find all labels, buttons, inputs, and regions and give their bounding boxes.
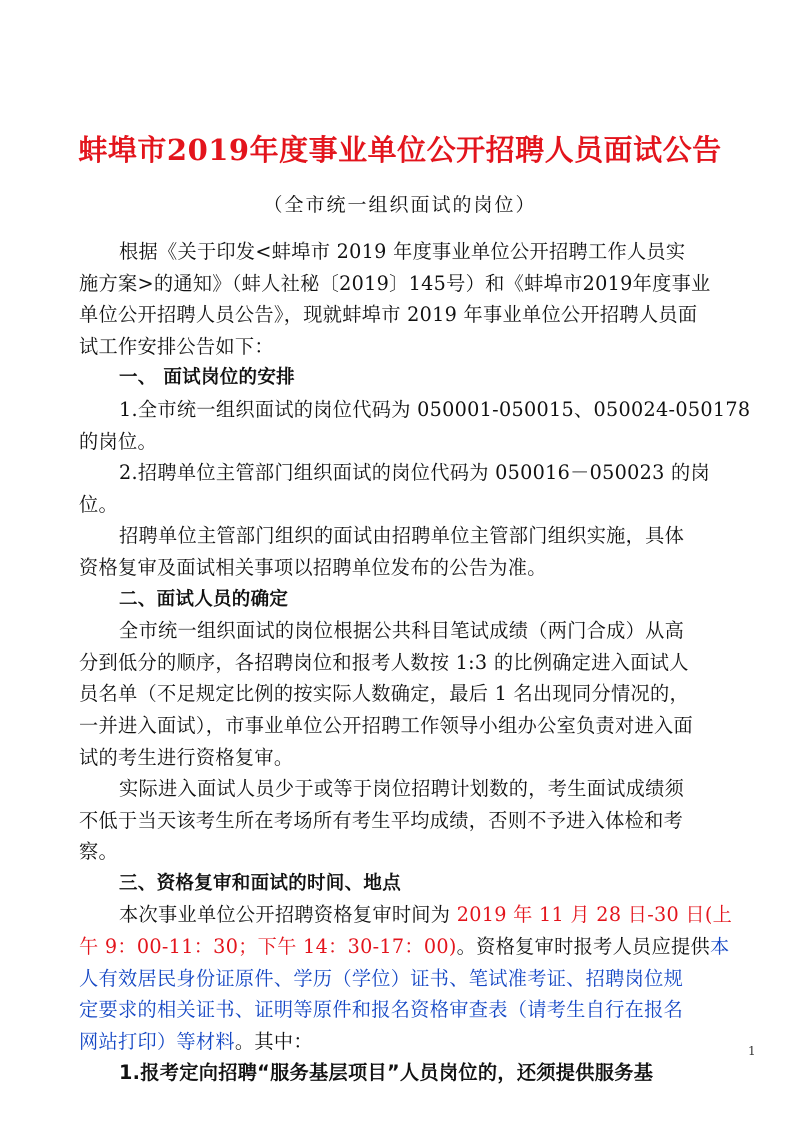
text-span: 本次事业单位公开招聘资格复审时间为 [119, 903, 457, 927]
paragraph-line: 1.报考定向招聘“服务基层项目”人员岗位的，还须提供服务基 [119, 1061, 654, 1085]
paragraph-line: 根据《关于印发<蚌埠市 2019 年度事业单位公开招聘工作人员实 [119, 240, 686, 263]
paragraph-line: 定要求的相关证书、证明等原件和报名资格审查表（请考生自行在报名 [79, 998, 684, 1022]
paragraph-line [79, 1026, 749, 1058]
paragraph-line: 分到低分的顺序，各招聘岗位和报考人数按 1:3 的比例确定进入面试人 [79, 650, 689, 674]
paragraph-line: 资格复审及面试相关事项以招聘单位发布的公告为准。 [79, 555, 547, 579]
section-heading-1: 一、 面试岗位的安排 [119, 367, 295, 389]
paragraph-line: 试工作安排公告如下： [79, 334, 274, 358]
page-number: 1 [748, 1044, 756, 1058]
document-title: 蚌埠市2019年度事业单位公开招聘人员面试公告 [78, 133, 722, 167]
paragraph-line: 实际进入面试人员少于或等于岗位招聘计划数的，考生面试成绩须 [119, 777, 685, 801]
paragraph-line: 全市统一组织面试的岗位根据公共科目笔试成绩（两门合成）从高 [119, 619, 685, 643]
paragraph-line [79, 931, 749, 963]
section-heading-3: 三、资格复审和面试的时间、地点 [119, 872, 402, 894]
highlight-materials: 本 [710, 935, 730, 959]
document-body [79, 236, 749, 1089]
paragraph-line: 招聘单位主管部门组织的面试由招聘单位主管部门组织实施，具体 [119, 524, 685, 548]
paragraph-line: 单位公开招聘人员公告》，现就蚌埠市 2019 年事业单位公开招聘人员面 [79, 303, 698, 327]
paragraph-line: 1.全市统一组织面试的岗位代码为 050001-050015、050024-050178 [119, 397, 751, 421]
section-heading-2: 二、面试人员的确定 [119, 588, 289, 610]
paragraph-line: 员名单（不足规定比例的按实际人数确定，最后 1 名出现同分情况的， [79, 682, 689, 706]
paragraph-line: 察。 [79, 840, 118, 864]
highlight-date: 2019 年 11 月 28 日-30 日(上 [456, 903, 733, 927]
paragraph-line: 一并进入面试），市事业单位公开招聘工作领导小组办公室负责对进入面 [79, 713, 693, 737]
paragraph-line: 2.招聘单位主管部门组织面试的岗位代码为 050016－050023 的岗 [119, 461, 711, 485]
paragraph-line: 的岗位。 [79, 429, 157, 453]
paragraph-line: 人有效居民身份证原件、学历（学位）证书、笔试准考证、招聘岗位规 [79, 966, 684, 990]
highlight-time: 午 9：00-11：30；下午 14：30-17：00) [79, 935, 457, 959]
paragraph-line: 施方案>的通知》（蚌人社秘〔2019〕145号）和《蚌埠市2019年度事业 [79, 271, 711, 295]
paragraph-line: 位。 [79, 492, 118, 516]
text-span: 。资格复审时报考人员应提供 [456, 935, 711, 959]
text-span: 。其中： [234, 1029, 313, 1053]
document-subtitle: （全市统一组织面试的岗位） [263, 194, 537, 216]
paragraph-line [79, 899, 749, 931]
paragraph-line: 试的考生进行资格复审。 [79, 745, 294, 769]
highlight-materials: 网站打印）等材料 [79, 1029, 235, 1053]
paragraph-line: 不低于当天该考生所在考场所有考生平均成绩，否则不予进入体检和考 [79, 808, 684, 832]
